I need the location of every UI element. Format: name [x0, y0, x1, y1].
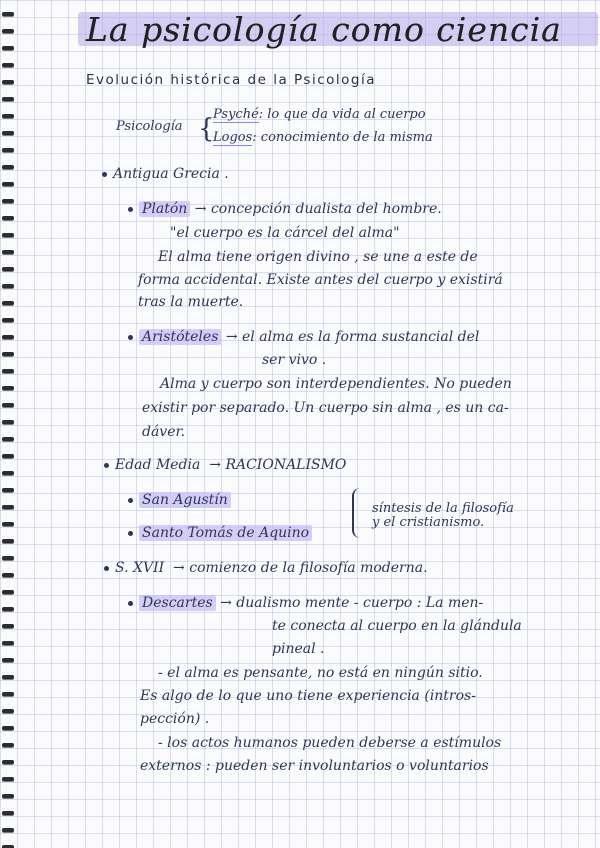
binding-ring-icon — [2, 726, 14, 730]
binding-ring-icon — [2, 743, 14, 747]
bullet-icon — [128, 531, 133, 536]
binding-ring-icon — [2, 658, 14, 662]
binding-ring-icon — [2, 454, 14, 458]
bullet-icon — [104, 566, 109, 571]
binding-ring-icon — [2, 97, 14, 101]
descartes-arrow-text: → dualismo mente - cuerpo : La men- — [220, 595, 484, 611]
tomas-name: Santo Tomás de Aquino — [139, 525, 312, 541]
platon-name: Platón — [139, 201, 190, 217]
binding-ring-icon — [2, 641, 14, 645]
agustin-item — [128, 492, 231, 508]
binding-ring-icon — [2, 692, 14, 696]
binding-ring-icon — [2, 607, 14, 611]
binding-ring-icon — [2, 403, 14, 407]
binding-ring-icon — [2, 114, 14, 118]
binding-ring-icon — [2, 369, 14, 373]
aristoteles-arrow-text: → el alma es la forma sustancial del — [225, 329, 480, 345]
psyche-line — [213, 107, 426, 122]
descartes-line-3: Es algo de lo que uno tiene experiencia (intros- — [140, 688, 476, 704]
binding-ring-icon — [2, 29, 14, 33]
binding-ring-icon — [2, 794, 14, 798]
edad-media-item — [104, 457, 346, 473]
binding-ring-icon — [2, 488, 14, 492]
spiral-binding — [0, 0, 16, 848]
edad-media-label: Edad Media — [115, 457, 201, 473]
aristoteles-line-3: dáver. — [142, 424, 186, 440]
descartes-line-0: te conecta al cuerpo en la glándula — [272, 618, 522, 634]
descartes-name: Descartes — [139, 595, 216, 611]
descartes-line-2: - el alma es pensante, no está en ningún sitio. — [158, 665, 483, 681]
binding-ring-icon — [2, 352, 14, 356]
binding-ring-icon — [2, 63, 14, 67]
descartes-line-5: - los actos humanos pueden deberse a estímulos — [158, 735, 502, 751]
bullet-icon — [102, 172, 107, 177]
platon-line-3: tras la muerte. — [138, 294, 244, 310]
sxvii-label: S. XVII — [115, 560, 165, 576]
binding-ring-icon — [2, 216, 14, 220]
aristoteles-line-0: ser vivo . — [262, 352, 327, 368]
descartes-item — [128, 595, 483, 611]
sintesis-line-2: y el cristianismo. — [372, 515, 485, 530]
descartes-line-1: pineal . — [272, 641, 325, 657]
aristoteles-name: Aristóteles — [139, 329, 221, 345]
binding-ring-icon — [2, 233, 14, 237]
binding-ring-icon — [2, 335, 14, 339]
logos-term: Logos — [213, 130, 253, 145]
binding-ring-icon — [2, 250, 14, 254]
platon-item — [128, 201, 442, 217]
binding-ring-icon — [2, 12, 14, 16]
binding-ring-icon — [2, 471, 14, 475]
psicologia-label: Psicología — [116, 119, 183, 134]
platon-line-1: El alma tiene origen divino , se une a este de — [158, 249, 478, 265]
sxvii-arrow-text: → comienzo de la filosofía moderna. — [173, 560, 428, 576]
binding-ring-icon — [2, 556, 14, 560]
binding-ring-icon — [2, 165, 14, 169]
binding-ring-icon — [2, 420, 14, 424]
binding-ring-icon — [2, 590, 14, 594]
aristoteles-line-2: existir por separado. Un cuerpo sin alma , es un ca- — [142, 400, 509, 416]
binding-ring-icon — [2, 522, 14, 526]
binding-ring-icon — [2, 199, 14, 203]
bullet-icon — [104, 463, 109, 468]
sintesis-line-1: síntesis de la filosofía — [372, 501, 514, 516]
binding-ring-icon — [2, 811, 14, 815]
logos-line — [213, 130, 433, 145]
binding-ring-icon — [2, 539, 14, 543]
binding-ring-icon — [2, 573, 14, 577]
bullet-icon — [128, 207, 133, 212]
binding-ring-icon — [2, 760, 14, 764]
binding-ring-icon — [2, 624, 14, 628]
binding-ring-icon — [2, 828, 14, 832]
curly-brace-icon: { — [198, 114, 215, 144]
tomas-item — [128, 525, 312, 541]
binding-ring-icon — [2, 131, 14, 135]
binding-ring-icon — [2, 148, 14, 152]
grecia-label: Antigua Grecia . — [113, 166, 229, 182]
binding-ring-icon — [2, 267, 14, 271]
binding-ring-icon — [2, 777, 14, 781]
binding-ring-icon — [2, 386, 14, 390]
binding-ring-icon — [2, 301, 14, 305]
edad-media-arrow-text: → RACIONALISMO — [209, 457, 347, 473]
binding-ring-icon — [2, 182, 14, 186]
grecia-item — [102, 166, 229, 182]
binding-ring-icon — [2, 505, 14, 509]
grouping-brace-icon — [352, 488, 368, 538]
page-title: La psicología como ciencia — [86, 10, 562, 49]
section-heading: Evolución histórica de la Psicología — [86, 72, 376, 88]
aristoteles-line-1: Alma y cuerpo son interdependientes. No pueden — [160, 376, 512, 392]
binding-ring-icon — [2, 437, 14, 441]
binding-ring-icon — [2, 284, 14, 288]
aristoteles-item — [128, 329, 479, 345]
psyche-definition: : lo que da vida al cuerpo — [258, 107, 426, 122]
bullet-icon — [128, 335, 133, 340]
platon-quote: "el cuerpo es la cárcel del alma" — [170, 225, 400, 241]
agustin-name: San Agustín — [139, 492, 231, 508]
binding-ring-icon — [2, 675, 14, 679]
sxvii-item — [104, 560, 428, 576]
binding-ring-icon — [2, 80, 14, 84]
binding-ring-icon — [2, 318, 14, 322]
psyche-term: Psyché — [213, 107, 259, 122]
binding-ring-icon — [2, 46, 14, 50]
bullet-icon — [128, 498, 133, 503]
platon-arrow-text: → concepción dualista del hombre. — [194, 201, 442, 217]
descartes-line-6: externos : pueden ser involuntarios o voluntarios — [140, 758, 489, 774]
descartes-line-4: pección) . — [140, 711, 210, 727]
bullet-icon — [128, 601, 133, 606]
logos-definition: : conocimiento de la misma — [252, 130, 433, 145]
binding-ring-icon — [2, 709, 14, 713]
platon-line-2: forma accidental. Existe antes del cuerpo y existirá — [138, 272, 503, 288]
